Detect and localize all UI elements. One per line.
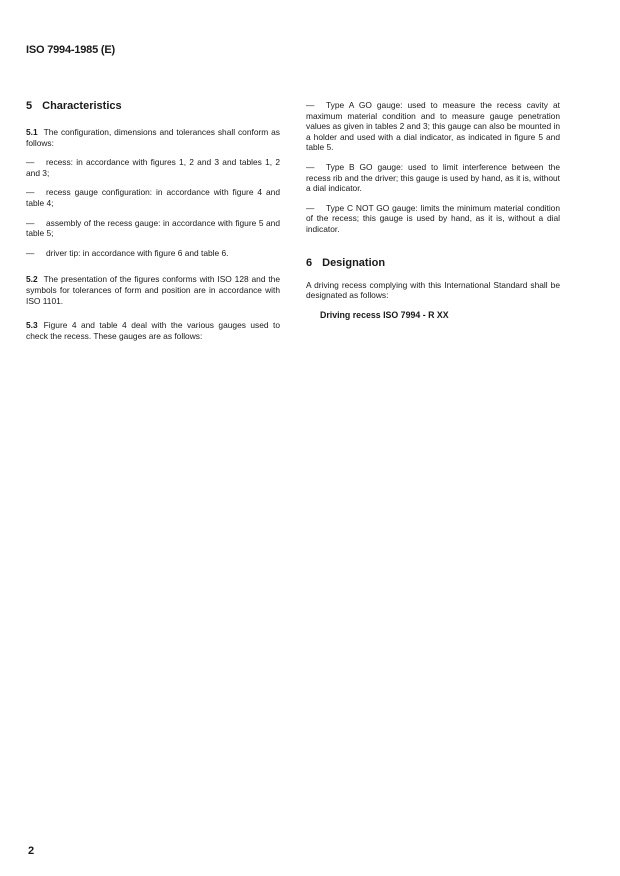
paragraph-5-1: [26, 127, 280, 148]
paragraph-5-3-number: 5.3: [26, 320, 38, 331]
paragraph-5-3-text: Figure 4 and table 4 deal with the various gauges used to check the recess. These gauges are as follows:: [26, 320, 280, 341]
designation-paragraph: A driving recess complying with this International Standard shall be designated as follows:: [306, 279, 560, 301]
section-5-title: Characteristics: [42, 100, 122, 112]
page-number: 2: [28, 845, 35, 857]
gauge-item-type-b: — Type B GO gauge: used to limit interference between the recess rib and the driver; this gauge is used by hand, as it is, without a dial indicator.: [306, 161, 560, 194]
paragraph-5-1-text: The configuration, dimensions and tolerances shall conform as follows:: [26, 127, 280, 148]
list-item: — assembly of the recess gauge: in accordance with figure 5 and table 5;: [26, 217, 280, 239]
list-item: — recess gauge configuration: in accordance with figure 4 and table 4;: [26, 187, 280, 208]
left-column: [26, 100, 280, 341]
section-5-number: 5: [26, 100, 33, 112]
gauge-item-type-a: — Type A GO gauge: used to measure the recess cavity at maximum material condition and to measure gauge penetration values as given in tables 2 and 3; this gauge can also be mounted in a holder and used with a dial indicator, as indicated in figure 5 and table 5.: [306, 100, 560, 153]
paragraph-5-2-number: 5.2: [26, 274, 38, 285]
list-item: — recess: in accordance with figures 1, 2 and 3 and tables 1, 2 and 3;: [26, 157, 280, 178]
paragraph-5-1-number: 5.1: [26, 127, 38, 137]
designation-example: Driving recess ISO 7994 - R XX: [320, 309, 449, 320]
section-6-number: 6: [306, 256, 313, 269]
paragraph-5-3: [26, 320, 280, 341]
list-item: — driver tip: in accordance with figure 6 and table 6.: [26, 247, 229, 258]
paragraph-5-2-text: The presentation of the figures conforms with ISO 128 and the symbols for tolerances of form and position are in accordance with ISO 1101.: [26, 274, 280, 306]
right-column: [306, 100, 560, 320]
paragraph-5-2: [26, 274, 280, 306]
gauge-item-type-c: — Type C NOT GO gauge: limits the minimum material condition of the recess; this gauge is used by hand, as it is, without a dial indicator.: [306, 202, 560, 234]
section-6-title: Designation: [322, 256, 386, 269]
section-6-heading: [306, 257, 560, 270]
document-id: ISO 7994-1985 (E): [26, 44, 115, 56]
section-5-heading: [26, 100, 280, 113]
